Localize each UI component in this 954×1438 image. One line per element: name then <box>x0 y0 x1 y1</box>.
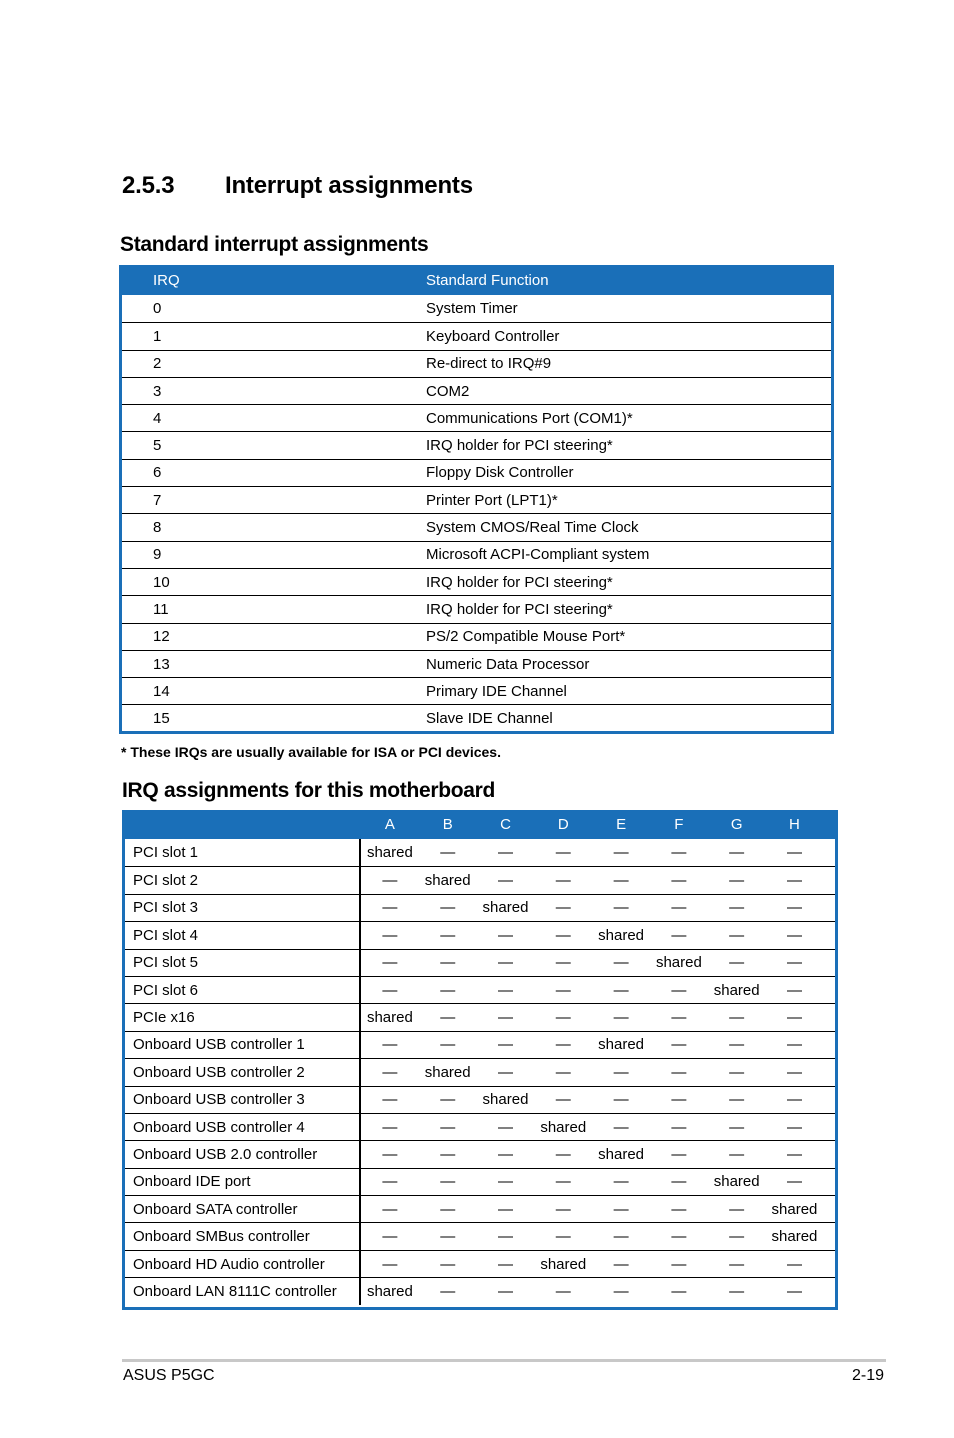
irq-cell: — <box>440 844 456 862</box>
table-row <box>125 1140 835 1167</box>
irq-function: Slave IDE Channel <box>426 710 553 728</box>
table-row <box>122 322 831 349</box>
irq-cell: shared <box>424 1063 471 1081</box>
table-row <box>125 949 835 976</box>
irq-function: IRQ holder for PCI steering* <box>426 573 613 591</box>
irq-function: IRQ holder for PCI steering* <box>426 600 613 618</box>
irq-cell: — <box>382 981 398 999</box>
irq-cell: — <box>555 1063 571 1081</box>
irq-cell: — <box>729 1118 745 1136</box>
irq-cell: shared <box>598 1036 645 1054</box>
irq-cell: — <box>440 1200 456 1218</box>
irq-function: Re-direct to IRQ#9 <box>426 355 552 373</box>
table-row <box>125 1058 835 1085</box>
irq-cell: shared <box>713 981 760 999</box>
device-name: PCI slot 5 <box>125 950 361 976</box>
irq-cell: — <box>497 844 513 862</box>
irq-cell: — <box>497 872 513 890</box>
irq-cell: — <box>382 1063 398 1081</box>
table-row <box>125 1250 835 1277</box>
table-row <box>122 350 831 377</box>
irq-cell: — <box>671 1173 687 1191</box>
irq-cell: shared <box>366 844 413 862</box>
irq-cell: — <box>555 1091 571 1109</box>
irq-cell: — <box>671 1145 687 1163</box>
irq-cell: — <box>729 872 745 890</box>
table-row <box>122 486 831 513</box>
irq-cell: — <box>382 872 398 890</box>
irq-cell: — <box>786 899 802 917</box>
irq-function: PS/2 Compatible Mouse Port* <box>426 628 626 646</box>
irq-cell: — <box>382 1036 398 1054</box>
irq-cell: — <box>382 954 398 972</box>
irq-number: 5 <box>153 437 162 455</box>
irq-cell: — <box>671 1036 687 1054</box>
irq-cell: — <box>497 981 513 999</box>
device-name: PCI slot 2 <box>125 867 361 893</box>
irq-cell: — <box>671 1009 687 1027</box>
device-name: Onboard LAN 8111C controller <box>125 1278 361 1304</box>
irq-cell: shared <box>366 1009 413 1027</box>
irq-cell: — <box>555 1145 571 1163</box>
irq-cell: — <box>671 844 687 862</box>
table-row <box>125 1113 835 1140</box>
irq-cell: — <box>613 1173 629 1191</box>
irq-number: 1 <box>153 327 162 345</box>
board-heading: IRQ assignments for this motherboard <box>122 779 496 802</box>
device-name: PCI slot 1 <box>125 839 361 866</box>
irq-cell: — <box>382 1118 398 1136</box>
irq-cell: shared <box>366 1282 413 1300</box>
footer-page-number: 2-19 <box>852 1367 885 1384</box>
irq-function: Primary IDE Channel <box>426 682 567 700</box>
irq-cell: — <box>440 954 456 972</box>
table-row <box>122 568 831 595</box>
irq-cell: — <box>440 1145 456 1163</box>
irq-cell: — <box>613 981 629 999</box>
irq-cell: — <box>729 1228 745 1246</box>
irq-cell: — <box>613 1200 629 1218</box>
irq-cell: — <box>382 1173 398 1191</box>
table-row <box>122 677 831 704</box>
irq-cell: shared <box>598 926 645 944</box>
device-name: PCIe x16 <box>125 1004 361 1030</box>
table-body <box>125 839 835 1305</box>
irq-number: 12 <box>153 628 170 646</box>
irq-cell: — <box>671 1091 687 1109</box>
irq-cell: — <box>440 1009 456 1027</box>
table-row <box>122 295 831 322</box>
table-row <box>122 595 831 622</box>
irq-cell: — <box>497 1063 513 1081</box>
header-function: Standard Function <box>426 271 549 289</box>
irq-cell: — <box>729 926 745 944</box>
irq-cell: — <box>613 1063 629 1081</box>
irq-cell: — <box>786 1118 802 1136</box>
irq-cell: shared <box>482 899 529 917</box>
section-title-text: Interrupt assignments <box>225 172 473 199</box>
irq-cell: — <box>382 899 398 917</box>
device-name: Onboard USB controller 4 <box>125 1114 361 1140</box>
irq-cell: — <box>555 954 571 972</box>
irq-cell: — <box>671 981 687 999</box>
irq-cell: — <box>382 1255 398 1273</box>
irq-cell: — <box>440 1282 456 1300</box>
irq-cell: — <box>613 1091 629 1109</box>
irq-cell: — <box>440 899 456 917</box>
device-name: PCI slot 4 <box>125 922 361 948</box>
irq-cell: shared <box>771 1228 818 1246</box>
table-row <box>125 1222 835 1249</box>
device-name: PCI slot 6 <box>125 977 361 1003</box>
device-name: PCI slot 3 <box>125 895 361 921</box>
irq-cell: — <box>440 1228 456 1246</box>
irq-cell: — <box>671 1282 687 1300</box>
irq-cell: — <box>786 844 802 862</box>
irq-cell: — <box>440 926 456 944</box>
header-int-e: E <box>616 816 627 833</box>
section-number: 2.5.3 <box>122 172 175 199</box>
irq-cell: — <box>440 1036 456 1054</box>
table-header <box>125 810 835 839</box>
table-row <box>122 377 831 404</box>
irq-cell: — <box>786 1282 802 1300</box>
irq-cell: — <box>786 1009 802 1027</box>
irq-cell: — <box>555 1036 571 1054</box>
device-name: Onboard USB controller 1 <box>125 1032 361 1058</box>
table-row <box>125 839 835 866</box>
irq-cell: — <box>786 954 802 972</box>
irq-cell: — <box>671 872 687 890</box>
irq-cell: — <box>613 1118 629 1136</box>
table-row <box>122 650 831 677</box>
table-row <box>122 541 831 568</box>
irq-number: 14 <box>153 682 170 700</box>
irq-cell: — <box>786 1173 802 1191</box>
irq-cell: — <box>613 1282 629 1300</box>
table-row <box>125 921 835 948</box>
irq-cell: — <box>613 899 629 917</box>
irq-cell: — <box>497 954 513 972</box>
irq-cell: — <box>729 1036 745 1054</box>
table-row <box>122 431 831 458</box>
irq-cell: — <box>729 899 745 917</box>
header-int-d: D <box>557 816 569 833</box>
irq-cell: — <box>555 1282 571 1300</box>
irq-cell: — <box>786 1145 802 1163</box>
footnote: * These IRQs are usually available for ISA or PCI devices. <box>121 744 501 760</box>
irq-cell: — <box>729 1145 745 1163</box>
irq-cell: — <box>440 1173 456 1191</box>
irq-cell: — <box>671 1118 687 1136</box>
header-int-h: H <box>789 816 800 833</box>
table-row <box>125 894 835 921</box>
irq-cell: — <box>729 954 745 972</box>
irq-cell: — <box>671 926 687 944</box>
irq-cell: shared <box>713 1173 760 1191</box>
table-header <box>122 265 831 295</box>
irq-cell: — <box>729 1282 745 1300</box>
irq-function: Floppy Disk Controller <box>426 464 574 482</box>
irq-cell: shared <box>771 1200 818 1218</box>
irq-cell: — <box>440 981 456 999</box>
irq-number: 13 <box>153 655 170 673</box>
irq-cell: — <box>555 844 571 862</box>
irq-cell: — <box>555 1200 571 1218</box>
irq-cell: — <box>497 1036 513 1054</box>
irq-cell: — <box>786 981 802 999</box>
irq-cell: shared <box>540 1118 587 1136</box>
irq-cell: — <box>497 926 513 944</box>
irq-number: 10 <box>153 573 170 591</box>
irq-function: Microsoft ACPI-Compliant system <box>426 546 650 564</box>
irq-cell: — <box>555 872 571 890</box>
header-int-f: F <box>674 816 684 833</box>
device-name: Onboard USB controller 3 <box>125 1087 361 1113</box>
irq-function: Communications Port (COM1)* <box>426 409 633 427</box>
irq-cell: — <box>497 1200 513 1218</box>
device-name: Onboard SMBus controller <box>125 1223 361 1249</box>
irq-cell: — <box>497 1145 513 1163</box>
irq-number: 2 <box>153 355 162 373</box>
header-int-g: G <box>730 816 743 833</box>
irq-cell: — <box>497 1173 513 1191</box>
irq-number: 3 <box>153 382 162 400</box>
irq-cell: — <box>382 1228 398 1246</box>
irq-cell: — <box>729 1063 745 1081</box>
irq-cell: — <box>671 1200 687 1218</box>
irq-cell: — <box>497 1282 513 1300</box>
irq-number: 0 <box>153 300 162 318</box>
irq-function: Keyboard Controller <box>426 327 560 345</box>
irq-function: IRQ holder for PCI steering* <box>426 437 613 455</box>
table-row <box>122 459 831 486</box>
irq-cell: — <box>786 1063 802 1081</box>
irq-number: 7 <box>153 491 162 509</box>
irq-number: 6 <box>153 464 162 482</box>
irq-cell: — <box>555 1009 571 1027</box>
irq-function: Numeric Data Processor <box>426 655 590 673</box>
table-row <box>125 1277 835 1304</box>
irq-function: Printer Port (LPT1)* <box>426 491 558 509</box>
irq-cell: — <box>729 844 745 862</box>
irq-cell: — <box>729 1009 745 1027</box>
table-row <box>122 513 831 540</box>
table-body <box>122 295 831 732</box>
irq-cell: — <box>786 872 802 890</box>
irq-cell: — <box>555 1228 571 1246</box>
header-int-b: B <box>442 816 453 833</box>
table-row <box>122 404 831 431</box>
irq-cell: — <box>786 1036 802 1054</box>
irq-cell: — <box>613 954 629 972</box>
irq-cell: — <box>497 1118 513 1136</box>
device-name: Onboard USB 2.0 controller <box>125 1141 361 1167</box>
irq-cell: — <box>555 926 571 944</box>
irq-cell: — <box>555 1173 571 1191</box>
irq-cell: — <box>786 926 802 944</box>
device-name: Onboard IDE port <box>125 1169 361 1195</box>
footer-product: ASUS P5GC <box>123 1367 215 1384</box>
irq-cell: — <box>382 1091 398 1109</box>
irq-number: 15 <box>153 710 170 728</box>
irq-cell: — <box>671 1255 687 1273</box>
irq-cell: — <box>613 844 629 862</box>
irq-number: 8 <box>153 519 162 537</box>
header-int-a: A <box>384 816 395 833</box>
irq-cell: — <box>786 1091 802 1109</box>
irq-function: COM2 <box>426 382 470 400</box>
header-device <box>125 810 361 839</box>
irq-cell: — <box>440 1118 456 1136</box>
irq-cell: shared <box>598 1145 645 1163</box>
irq-cell: — <box>613 1228 629 1246</box>
motherboard-irq-table <box>122 810 838 1310</box>
irq-function: System Timer <box>426 300 518 318</box>
irq-cell: shared <box>424 872 471 890</box>
table-row <box>125 1086 835 1113</box>
irq-cell: — <box>613 1009 629 1027</box>
table-row <box>125 1003 835 1030</box>
header-int-c: C <box>500 816 511 833</box>
irq-cell: — <box>729 1091 745 1109</box>
irq-cell: — <box>382 926 398 944</box>
irq-cell: — <box>786 1255 802 1273</box>
table-row <box>122 623 831 650</box>
standard-heading: Standard interrupt assignments <box>120 233 429 256</box>
section-title <box>122 172 473 200</box>
irq-number: 11 <box>153 600 169 618</box>
irq-cell: shared <box>655 954 702 972</box>
irq-cell: — <box>497 1228 513 1246</box>
irq-cell: — <box>497 1009 513 1027</box>
irq-cell: — <box>613 1255 629 1273</box>
irq-cell: — <box>671 1063 687 1081</box>
irq-number: 9 <box>153 546 162 564</box>
irq-cell: — <box>382 1200 398 1218</box>
irq-function: System CMOS/Real Time Clock <box>426 519 639 537</box>
table-row <box>125 976 835 1003</box>
irq-cell: shared <box>482 1091 529 1109</box>
irq-cell: — <box>440 1255 456 1273</box>
table-row <box>122 704 831 731</box>
irq-cell: — <box>440 1091 456 1109</box>
header-irq: IRQ <box>153 271 180 289</box>
footer-divider <box>122 1359 886 1362</box>
irq-cell: — <box>729 1200 745 1218</box>
irq-cell: shared <box>540 1255 587 1273</box>
irq-cell: — <box>555 899 571 917</box>
table-row <box>125 1168 835 1195</box>
table-row <box>125 866 835 893</box>
standard-interrupt-table <box>119 265 834 734</box>
irq-cell: — <box>671 899 687 917</box>
device-name: Onboard HD Audio controller <box>125 1251 361 1277</box>
table-row <box>125 1031 835 1058</box>
irq-cell: — <box>729 1255 745 1273</box>
irq-cell: — <box>382 1145 398 1163</box>
device-name: Onboard USB controller 2 <box>125 1059 361 1085</box>
irq-cell: — <box>613 872 629 890</box>
irq-number: 4 <box>153 409 162 427</box>
table-row <box>125 1195 835 1222</box>
irq-cell: — <box>497 1255 513 1273</box>
device-name: Onboard SATA controller <box>125 1196 361 1222</box>
irq-cell: — <box>555 981 571 999</box>
irq-cell: — <box>671 1228 687 1246</box>
